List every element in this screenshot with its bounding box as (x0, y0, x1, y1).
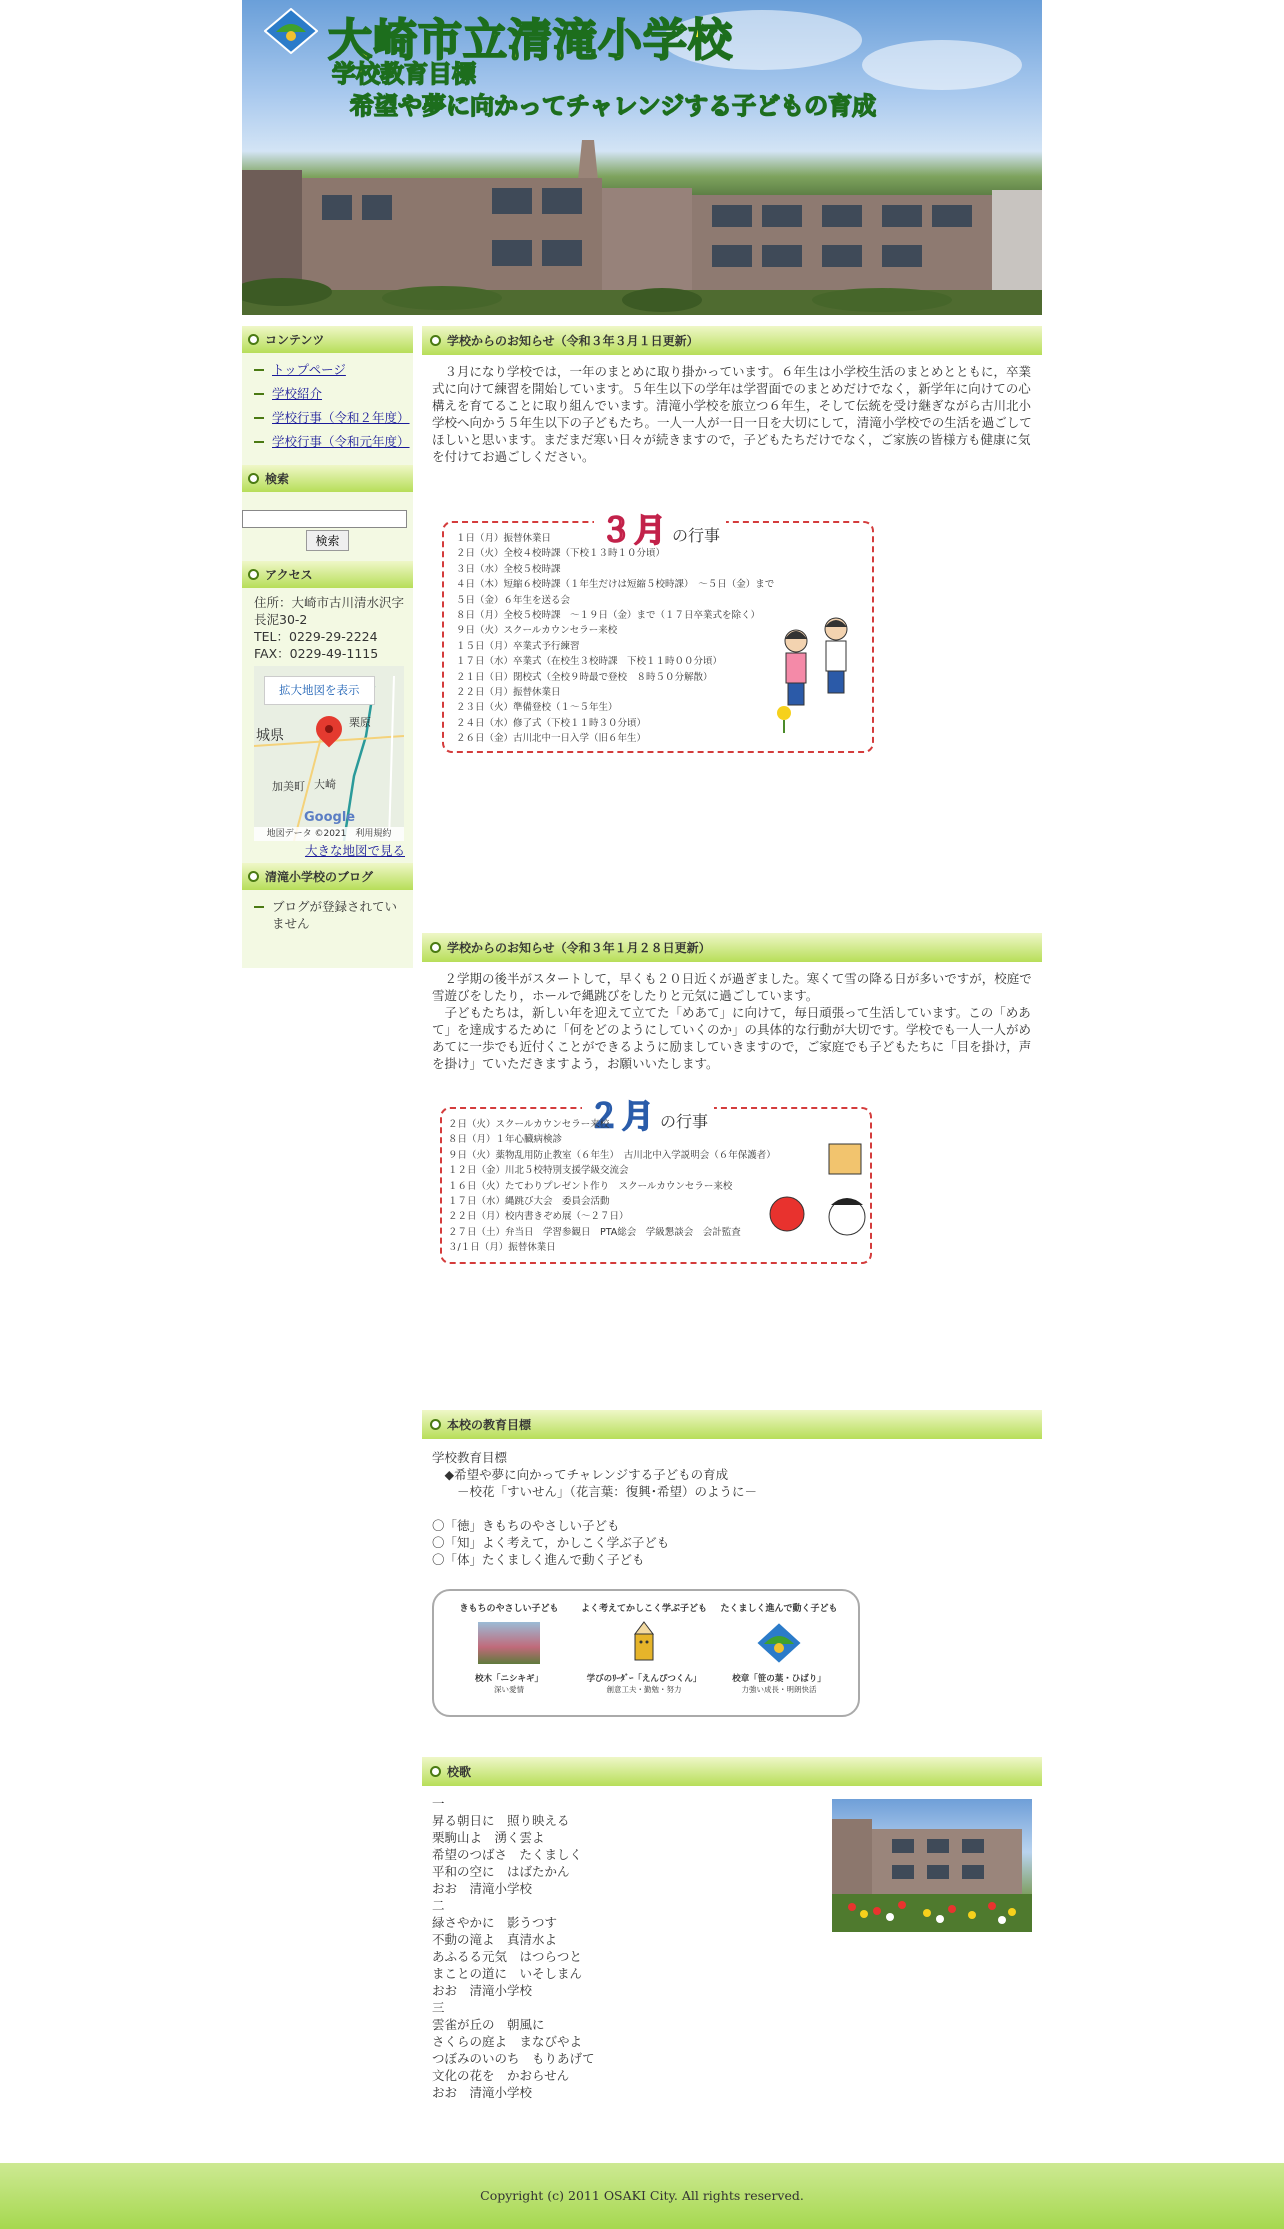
event-item: ３/１日（月）振替休業日 (448, 1242, 556, 1254)
february-events-card (440, 1097, 872, 1264)
setsubun-illustration (767, 1139, 867, 1249)
children-illustration (774, 613, 864, 733)
song-line: つぼみのいのち もりあげて (432, 2051, 595, 2066)
circle-bullet-icon (430, 335, 441, 346)
event-item: ２日（火）全校４校時課（下校１３時１０分頃） (456, 548, 666, 560)
event-item: ２２日（月）振替休業日 (456, 687, 561, 699)
news-paragraph: ２学期の後半がスタートして，早くも２０日近くが過ぎました。寒くて雪の降る日が多いですが，校庭で雪遊びをしたり，ホールで縄跳びをしたりと元気に過ごしています。 (432, 971, 1032, 1003)
school-name: 大崎市立清滝小学校 (328, 15, 733, 66)
goals-illustration-box (432, 1589, 860, 1717)
song-line: おお 清滝小学校 (432, 1881, 533, 1896)
february-events-list (448, 1117, 776, 1256)
event-item: １７日（水）卒業式（在校生３校時課 下校１１時００分頃） (456, 656, 723, 668)
blog-empty-message: ブログが登録されていません (254, 898, 405, 932)
search-input[interactable] (242, 510, 407, 528)
fax: FAX：0229-49-1115 (254, 646, 379, 661)
march-events-list (456, 531, 774, 747)
search-button[interactable]: 検索 (306, 530, 348, 551)
event-item: ２７日（土）弁当日 学習参観日 PTA総会 学級懇談会 会計監査 (448, 1226, 741, 1238)
event-item: ２日（火）スクールカウンセラー来校 (448, 1119, 610, 1130)
nav-item-events-r2 (254, 409, 410, 426)
event-item: １６日（火）たてわりプレゼント作り スクールカウンセラー来校 (448, 1180, 733, 1192)
nav-link-events-r2[interactable]: 学校行事（令和２年度） (272, 410, 410, 425)
event-item: ５日（金）６年生を送る会 (456, 594, 571, 606)
event-item: ８日（月）全校５校時課 ～１９日（金）まで（１７日卒業式を除く） (456, 610, 761, 622)
enlarge-map-button[interactable]: 拡大地図を表示 (264, 676, 375, 705)
circle-bullet-icon (248, 569, 259, 580)
blog-heading: 清滝小学校のブログ (242, 863, 413, 890)
song-line: 一 (432, 1796, 445, 1811)
song-line: おお 清滝小学校 (432, 1983, 533, 1998)
news-section-march (422, 326, 1042, 465)
goals-line: ◆希望や夢に向かってチャレンジする子どもの育成 (444, 1467, 729, 1482)
school-tulip-photo (832, 1799, 1032, 1932)
song-line: あふるる元気 はつらつと (432, 1949, 582, 1964)
song-line: 緑さやかに 影うつす (432, 1915, 558, 1930)
song-line: 昇る朝日に 照り映える (432, 1813, 570, 1828)
goals-text (422, 1439, 1042, 1568)
event-item: ３日（水）全校５校時課 (456, 563, 561, 575)
nav-link-top[interactable]: トップページ (272, 362, 346, 377)
map-label: 加美町 (272, 780, 305, 793)
event-item: ２２日（月）校内書きぞめ展（～２７日） (448, 1211, 629, 1223)
goals-virtue: 〇「徳」きもちのやさしい子ども (432, 1518, 620, 1533)
event-item: １２日（金）川北５校特別支援学級交流会 (448, 1165, 629, 1177)
march-events-title: ３月 の行事 (594, 505, 726, 551)
song-line: 栗駒山よ 湧く雲よ (432, 1830, 545, 1845)
march-events-card (442, 511, 874, 753)
address: 住所：大崎市古川清水沢字長泥30-2 (254, 595, 405, 627)
song-line: まことの道に いそしまん (432, 1966, 583, 1981)
copyright-text: Copyright (c) 2011 OSAKI City. All rights reserved. (480, 2188, 804, 2203)
site-header (242, 0, 1042, 315)
tel: TEL：0229-29-2224 (254, 629, 378, 644)
map-label: 栗原 (349, 716, 371, 729)
school-logo (264, 8, 318, 54)
february-events-title: ２月 の行事 (582, 1091, 714, 1137)
song-line: 希望のつばさ たくましく (432, 1847, 583, 1862)
news-heading-march: 学校からのお知らせ（令和３年３月１日更新） (422, 326, 1042, 355)
goals-virtue: 〇「体」たくましく進んで動く子ども (432, 1552, 645, 1567)
nav-item-about (254, 385, 405, 402)
site-footer (0, 2163, 1284, 2229)
goals-virtue: 〇「知」よく考えて，かしこく学ぶ子ども (432, 1535, 670, 1550)
google-logo: Google (304, 810, 356, 825)
school-emblem-icon (754, 1620, 804, 1666)
event-item: １７日（水）縄跳び大会 委員会活動 (448, 1196, 610, 1208)
header-goal-text: 希望や夢に向かってチャレンジする子どもの育成 (350, 92, 877, 120)
search-heading: 検索 (242, 465, 413, 492)
song-line: おお 清滝小学校 (432, 2085, 533, 2100)
goals-heading: 本校の教育目標 (422, 1410, 1042, 1439)
goal-column: たくましく進んで動く子ども 校章「笹の葉・ひばり」 力強い成長・明朗快活 (720, 1604, 838, 1694)
news-paragraph: 子どもたちは，新しい年を迎えて立てた「めあて」に向けて，毎日頑張って生活しています。この「めあて」を達成するために「何をどのようにしていくのか」の具体的な行動が大切です。学校でも一人一人がめあてに一歩でも近付くことができるように励ましていきますので，ご家庭でも子どもたちに「目を掛け，声を掛け」ていただきますよう，お願いいたします。 (432, 1005, 1032, 1071)
event-item: ２４日（水）修了式（下校１１時３０分頃） (456, 717, 647, 729)
nav-item-events-r1 (254, 433, 410, 450)
event-item: ９日（火）スクールカウンセラー来校 (456, 625, 618, 637)
sidebar (242, 326, 413, 968)
event-item: ２１日（日）閉校式（全校９時最で登校 ８時５０分解散） (456, 671, 713, 683)
contents-menu (242, 353, 413, 465)
news-section-january (422, 933, 1042, 1072)
embedded-map[interactable] (254, 666, 404, 841)
header-goal-label: 学校教育目標 (332, 60, 476, 88)
song-line: 二 (432, 1898, 445, 1913)
map-label: 大崎 (314, 778, 336, 791)
event-item: ２３日（火）準備登校（１～５年生） (456, 702, 618, 714)
map-attribution: 地図データ ©2021 利用規約 (254, 827, 404, 841)
nav-link-about[interactable]: 学校紹介 (272, 386, 323, 401)
map-label: 城県 (256, 728, 284, 744)
goals-line: －校花「すいせん」（花言葉：復興･希望）のように－ (457, 1484, 758, 1499)
pencil-mascot-icon (629, 1620, 659, 1666)
event-item: ８日（月）１年心臓病検診 (448, 1134, 563, 1146)
sky-cloud (862, 40, 1022, 90)
song-line: 雲雀が丘の 朝風に (432, 2017, 545, 2032)
nav-link-events-r1[interactable]: 学校行事（令和元年度） (272, 434, 410, 449)
event-item: １日（月）振替休業日 (456, 533, 552, 544)
circle-bullet-icon (430, 942, 441, 953)
event-item: ４日（木）短縮６校時課（１年生だけは短縮５校時課） ～５日（金）まで (456, 579, 775, 591)
access-heading: アクセス (242, 561, 413, 588)
contents-heading: コンテンツ (242, 326, 413, 353)
circle-bullet-icon (430, 1419, 441, 1430)
song-line: さくらの庭よ まなびやよ (432, 2034, 583, 2049)
tree-photo (478, 1622, 540, 1664)
nav-item-top (254, 361, 405, 378)
education-goals-section (422, 1410, 1042, 1568)
circle-bullet-icon (248, 473, 259, 484)
goal-column: きもちのやさしい子ども 校木「ニシキギ」 深い愛情 (459, 1604, 559, 1694)
song-heading: 校歌 (422, 1757, 1042, 1786)
event-item: ９日（火）薬物乱用防止教室（６年生） 古川北中入学説明会（６年保護者） (448, 1149, 776, 1161)
event-item: １５日（月）卒業式予行練習 (456, 640, 580, 652)
song-line: 不動の滝よ 真清水よ (432, 1932, 558, 1947)
song-line: 文化の花を かおらせん (432, 2068, 570, 2083)
access-info (242, 588, 413, 863)
circle-bullet-icon (248, 334, 259, 345)
photo-content (832, 1799, 1032, 1932)
song-line: 平和の空に はばたかん (432, 1864, 570, 1879)
circle-bullet-icon (248, 871, 259, 882)
news-heading-january: 学校からのお知らせ（令和３年１月２８日更新） (422, 933, 1042, 962)
school-building-photo (242, 140, 1042, 315)
search-box (242, 492, 413, 561)
goal-column: よく考えてかしこく学ぶ子ども 学びのﾘｰﾀﾞｰ「えんぴつくん」 創意工夫・勤勉・努力 (580, 1604, 707, 1694)
larger-map-link[interactable]: 大きな地図で見る (304, 843, 405, 858)
event-item: ２６日（金）古川北中一日入学（旧６年生） (456, 733, 647, 745)
news-body-march: ３月になり学校では，一年のまとめに取り掛かっています。６年生は小学校生活のまとめとともに，卒業式に向けて練習を開始しています。５年生以下の学年は学習面でのまとめだけでなく，新学年に向けての心構えを育てることに取り組んでいます。清滝小学校を旅立つ６年生，そして伝統を受け継ぎながら古川北小学校へ向かう５年生以下の子どもたち。一人一人が一日一日を大切にして，清滝小学校での生活を過ごしてほしいと思います。まだまだ寒い日々が続きますので，子どもたちだけでなく，ご家族の皆様方も健康に気を付けてお過ごしください。 (432, 364, 1032, 464)
goals-line: 学校教育目標 (432, 1450, 508, 1465)
blog-box (242, 890, 413, 968)
song-line: 三 (432, 2000, 445, 2015)
circle-bullet-icon (430, 1766, 441, 1777)
news-body-january (422, 962, 1042, 1072)
